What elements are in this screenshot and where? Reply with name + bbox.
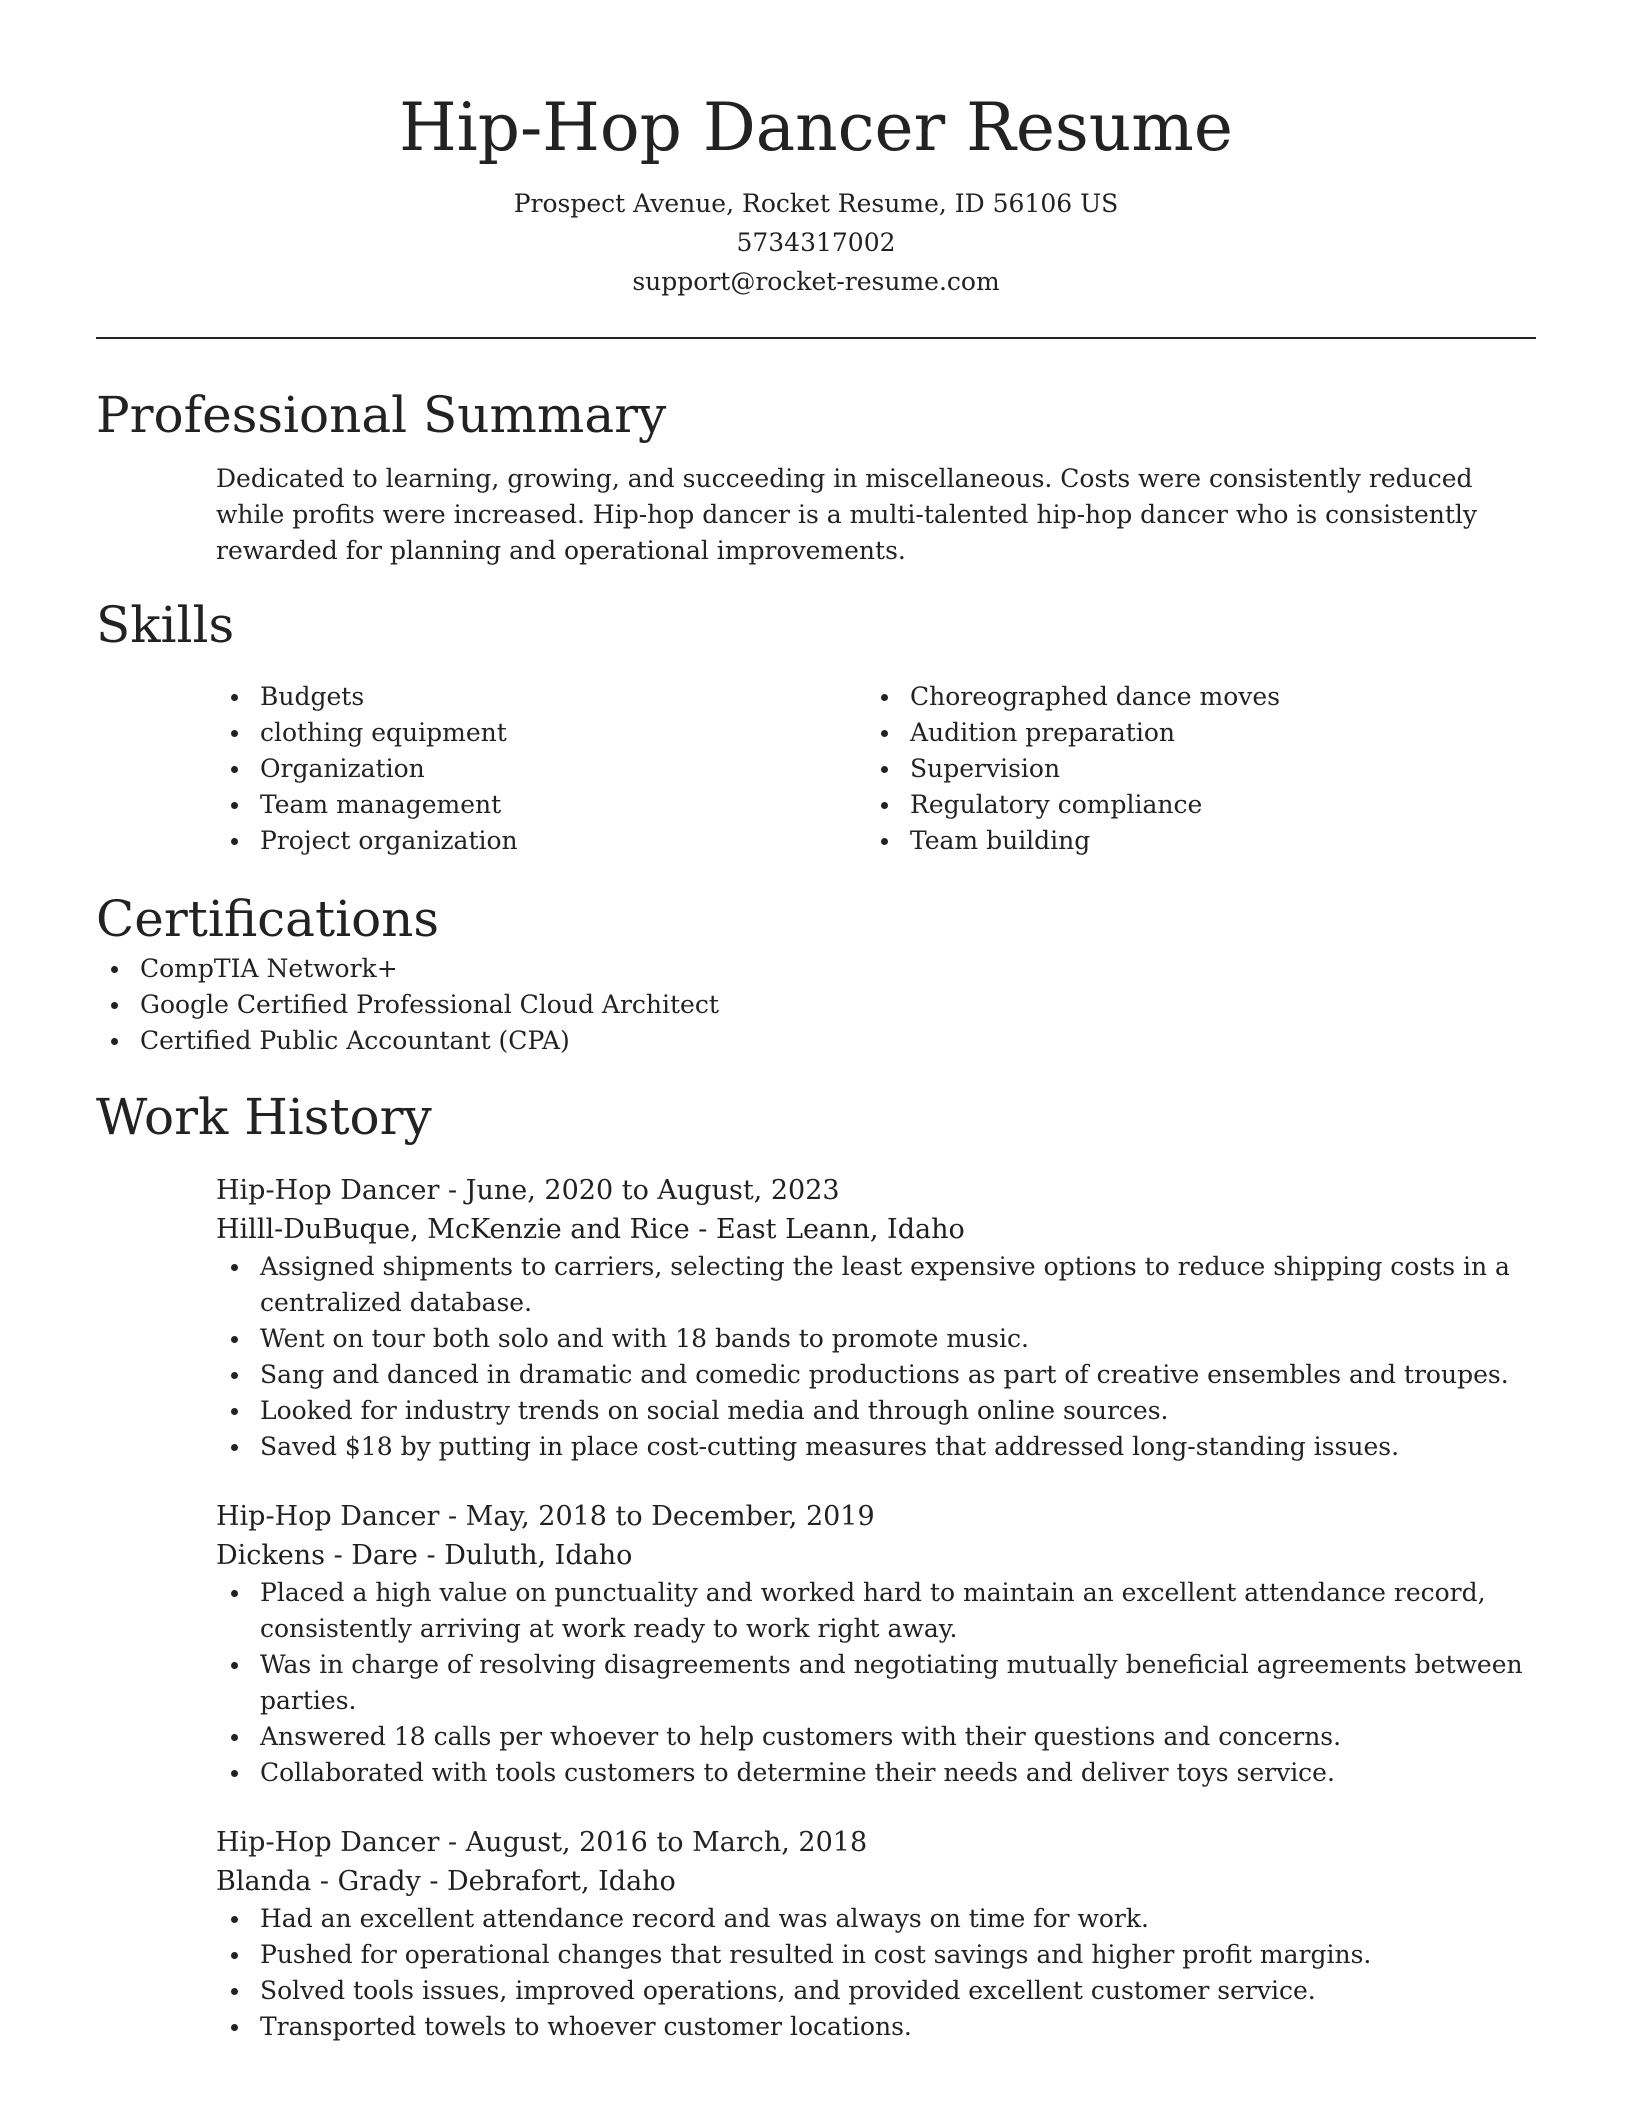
job-duty-item: Answered 18 calls per whoever to help customers with their questions and concerns. (216, 1719, 1536, 1755)
job-duty-item: Had an excellent attendance record and was always on time for work. (216, 1901, 1536, 1937)
summary-heading: Professional Summary (96, 386, 667, 444)
work-history-heading: Work History (96, 1088, 432, 1146)
skill-item: Audition preparation (866, 715, 1516, 751)
certification-item: CompTIA Network+ (96, 951, 1536, 987)
job-duty-item: Went on tour both solo and with 18 bands to promote music. (216, 1321, 1536, 1357)
skill-item: Project organization (216, 823, 866, 859)
skill-item: Supervision (866, 751, 1516, 787)
summary-text: Dedicated to learning, growing, and succeeding in miscellaneous. Costs were consistently reduced while profits were increased. Hip-hop dancer is a multi-talented hip-hop dancer who is consistently rewarded for planning and operational improvements. (216, 464, 1478, 565)
certification-item: Google Certified Professional Cloud Architect (96, 987, 1536, 1023)
job-title-line: Hip-Hop Dancer - August, 2016 to March, 2018 (216, 1827, 868, 1858)
job-duty-item: Saved $18 by putting in place cost-cutting measures that addressed long-standing issues. (216, 1429, 1536, 1465)
skill-item: Choreographed dance moves (866, 679, 1516, 715)
skills-list-right (866, 679, 1516, 859)
job-duties-list (216, 1901, 1536, 2045)
contact-email: support@rocket-resume.com (632, 267, 1000, 296)
job-duty-item: Sang and danced in dramatic and comedic productions as part of creative ensembles and troupes. (216, 1357, 1536, 1393)
job-duty-item: Placed a high value on punctuality and worked hard to maintain an excellent attendance record, consistently arriving at work ready to work right away. (216, 1575, 1536, 1647)
job-duties-list (216, 1249, 1536, 1465)
skills-heading: Skills (96, 596, 235, 654)
job-employer-line: Blanda - Grady - Debrafort, Idaho (216, 1866, 676, 1897)
job-duty-item: Assigned shipments to carriers, selecting the least expensive options to reduce shipping costs in a centralized database. (216, 1249, 1536, 1321)
job-duty-item: Was in charge of resolving disagreements and negotiating mutually beneficial agreements between parties. (216, 1647, 1536, 1719)
job-duties-list (216, 1575, 1536, 1791)
job-entry (216, 1171, 1536, 1465)
job-duty-item: Looked for industry trends on social media and through online sources. (216, 1393, 1536, 1429)
certifications-heading: Certifications (96, 890, 440, 948)
summary-section (96, 383, 1536, 569)
job-title-line: Hip-Hop Dancer - June, 2020 to August, 2023 (216, 1175, 840, 1206)
resume-header (96, 0, 1536, 301)
skills-column-right (866, 679, 1516, 859)
skill-item: Team building (866, 823, 1516, 859)
certifications-section (96, 887, 1536, 1059)
certifications-list (96, 951, 1536, 1059)
job-employer-line: Dickens - Dare - Duluth, Idaho (216, 1540, 633, 1571)
job-duty-item: Solved tools issues, improved operations, and provided excellent customer service. (216, 1973, 1536, 2009)
contact-address: Prospect Avenue, Rocket Resume, ID 56106 US (513, 189, 1119, 218)
job-duty-item: Pushed for operational changes that resulted in cost savings and higher profit margins. (216, 1937, 1536, 1973)
contact-info (96, 184, 1536, 301)
skills-column-left (216, 679, 866, 859)
job-entry (216, 1823, 1536, 2045)
certification-item: Certified Public Accountant (CPA) (96, 1023, 1536, 1059)
job-title-line: Hip-Hop Dancer - May, 2018 to December, 2019 (216, 1501, 875, 1532)
work-history-section (96, 1085, 1536, 2045)
skill-item: Regulatory compliance (866, 787, 1516, 823)
job-duty-item: Transported towels to whoever customer locations. (216, 2009, 1536, 2045)
skills-list-left (216, 679, 866, 859)
skill-item: Team management (216, 787, 866, 823)
job-employer-line: Hilll-DuBuque, McKenzie and Rice - East Leann, Idaho (216, 1214, 965, 1245)
skills-section (96, 593, 1536, 859)
resume-title: Hip-Hop Dancer Resume (399, 89, 1233, 166)
skill-item: Organization (216, 751, 866, 787)
skills-grid (216, 679, 1536, 859)
skill-item: clothing equipment (216, 715, 866, 751)
skill-item: Budgets (216, 679, 866, 715)
header-divider (96, 337, 1536, 339)
job-entry (216, 1497, 1536, 1791)
contact-phone: 5734317002 (736, 228, 896, 257)
job-duty-item: Collaborated with tools customers to determine their needs and deliver toys service. (216, 1755, 1536, 1791)
